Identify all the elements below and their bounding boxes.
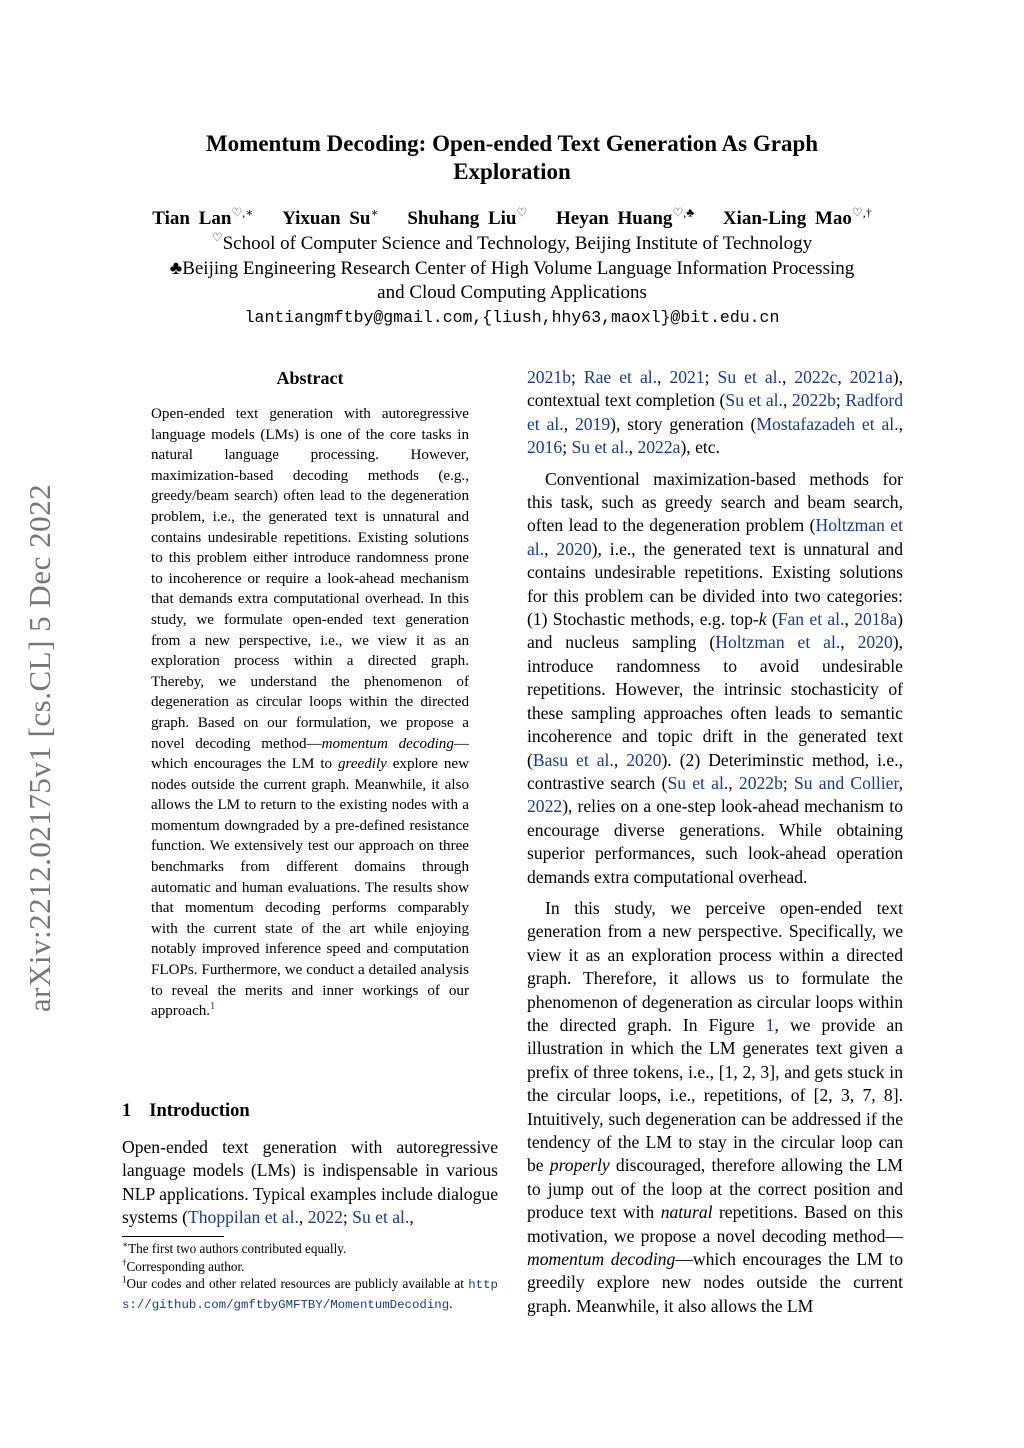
citation-link[interactable]: 2022b bbox=[738, 772, 783, 793]
citation-link[interactable]: 2020 bbox=[857, 632, 893, 653]
citation-link[interactable]: 2022 bbox=[307, 1207, 343, 1228]
citation-link[interactable]: Holtzman et al. bbox=[527, 515, 903, 559]
paragraph: Conventional maximization-based methods for this task, such as greedy search and beam search, often lead to the degeneration problem (Holtzman et al., 2020), i.e., the generated text is unnatural and contains undesirable repetitions. Existing solutions for this problem can be divided into two categories: (1) Stochastic methods, e.g. top-k (Fan et al., 2018a) and nucleus sampling (Holtzman et al., 2020), introduce randomness to avoid undesirable repetitions. However, the intrinsic stochasticity of these sampling approaches often leads to semantic incoherence and topic drift in the generated text (Basu et al., 2020). (2) Deteriminstic method, i.e., contrastive search (Su et al., 2022b; Su and Collier, 2022), relies on a one-step look-ahead mechanism to encourage diverse generations. While obtaining superior performances, such look-ahead operation demands extra computational overhead. bbox=[527, 468, 904, 887]
citation-link[interactable]: Su et al. bbox=[571, 437, 629, 458]
footnote-link[interactable]: 1 bbox=[210, 1001, 216, 1013]
citation-link[interactable]: 2020 bbox=[556, 538, 592, 559]
citation-link[interactable]: Thoppilan et al. bbox=[187, 1207, 299, 1228]
footnote: $^1$Our codes and other related resources are publicly available at https://github.com/gmftbyGMFTBY/MomentumDecoding. bbox=[122, 1274, 498, 1312]
author-email: lantiangmftby@gmail.com,{liush,hhy63,maoxl}@bit.edu.cn bbox=[244, 308, 780, 327]
citation-link[interactable]: 2021a bbox=[849, 367, 893, 387]
repository-url-link[interactable]: https://github.com/gmftbyGMFTBY/MomentumDecoding bbox=[122, 1278, 498, 1312]
footnote: ∗The first two authors contributed equally. bbox=[122, 1239, 347, 1256]
footnote-rule bbox=[122, 1236, 224, 1237]
citation-link[interactable]: Radford et al. bbox=[527, 390, 904, 434]
citation-link[interactable]: Rae et al. bbox=[583, 367, 658, 387]
author-name: Xian-Ling Mao♡,† bbox=[722, 205, 872, 229]
author-name: Shuhang Liu♡ bbox=[407, 205, 528, 229]
abstract-body: Open-ended text generation with autoregressive language models (LMs) is one of the core tasks in natural language processing. However, maximization-based decoding methods (e.g., greedy/beam search) often lead to the degeneration problem, i.e., the generated text is unnatural and contains undesirable repetitions. Existing solutions to this problem either introduce randomness prone to incoherence or require a look-ahead mechanism that demands extra computational overhead. In this study, we formulate open-ended text generation from a new perspective, i.e., we view it as an exploration process within a directed graph. Thereby, we understand the phenomenon of degeneration as circular loops within the directed graph. Based on our formulation, we propose a novel decoding method—momentum decoding—which encourages the LM to greedily explore new nodes outside the current graph. Meanwhile, it also allows the LM to return to the existing nodes with a momentum downgraded by a pre-defined resistance function. We extensively test our approach on three benchmarks from different domains through automatic and human evaluations. The results show that momentum decoding performs comparably with the current state of the art while enjoying notably improved inference speed and computation FLOPs. Furthermore, we conduct a detailed analysis to reveal the merits and inner workings of our approach.$^1$ bbox=[151, 406, 470, 1020]
citation-link[interactable]: Basu et al. bbox=[532, 749, 614, 770]
citation-link[interactable]: Su et al. bbox=[717, 367, 782, 387]
citation-link[interactable]: 2016 bbox=[527, 437, 563, 458]
citation-link[interactable]: 2021b bbox=[527, 367, 571, 387]
affiliation: and Cloud Computing Applications bbox=[377, 282, 647, 303]
abstract-heading: Abstract bbox=[276, 368, 344, 388]
citation-link[interactable]: 2019 bbox=[574, 413, 611, 434]
paragraph: 2021b; Rae et al., 2021; Su et al., 2022c, 2021a), contextual text completion (Su et al., 2022b; Radford et al., 2019), story generation (Mostafazadeh et al., 2016; Su et al., 2022a), etc. bbox=[527, 367, 904, 458]
affiliation: ♡School of Computer Science and Technology, Beijing Institute of Technology bbox=[211, 230, 813, 254]
author-list bbox=[110, 206, 914, 232]
footnote: †Corresponding author. bbox=[122, 1257, 245, 1274]
citation-link[interactable]: 2018a bbox=[854, 609, 898, 630]
citation-link[interactable]: 2022a bbox=[637, 437, 681, 458]
citation-link[interactable]: Su et al. bbox=[352, 1207, 410, 1228]
introduction-paragraph: Open-ended text generation with autoregressive language models (LMs) is indispensable in various NLP applications. Typical examples include dialogue systems (Thoppilan et al., 2022; Su et al., bbox=[122, 1137, 498, 1228]
arxiv-identifier: arXiv:2212.02175v1 [cs.CL] 5 Dec 2022 bbox=[22, 483, 57, 1013]
author-name: Tian Lan♡,∗ bbox=[152, 205, 254, 229]
footnotes bbox=[122, 1240, 498, 1314]
citation-link[interactable]: Su et al. bbox=[667, 772, 729, 793]
arxiv-sidebar bbox=[18, 456, 62, 1040]
citation-link[interactable]: Holtzman et al. bbox=[715, 632, 841, 653]
affiliation: ♣Beijing Engineering Research Center of High Volume Language Information Processing bbox=[169, 258, 855, 279]
paragraph: In this study, we perceive open-ended text generation from a new perspective. Specifically, we view it as an exploration process within a directed graph. Therefore, it allows us to formulate the phenomenon of degeneration as circular loops within the directed graph. In Figure 1, we provide an illustration in which the LM generates text given a prefix of three tokens, i.e., [1, 2, 3], and gets stuck in the circular loops, i.e., repetitions, of [2, 3, 7, 8]. Intuitively, such degeneration can be addressed if the tendency of the LM to stay in the circular loop can be properly discouraged, therefore allowing the LM to jump out of the loop at the correct position and produce text with natural repetitions. Based on this motivation, we propose a novel decoding method—momentum decoding—which encourages the LM to greedily explore new nodes outside the current graph. Meanwhile, it also allows the LM bbox=[527, 897, 903, 1316]
author-name: Yixuan Su∗ bbox=[282, 205, 379, 229]
citation-link[interactable]: 2022c bbox=[794, 367, 838, 387]
citation-link[interactable]: 2022b bbox=[791, 390, 836, 411]
author-name: Heyan Huang♡,♣ bbox=[555, 205, 695, 229]
citation-link[interactable]: 2020 bbox=[626, 749, 662, 770]
right-column bbox=[527, 366, 903, 1326]
citation-link[interactable]: Su and Collier bbox=[794, 772, 899, 793]
citation-link[interactable]: 2021 bbox=[669, 367, 705, 387]
citation-link[interactable]: Fan et al. bbox=[777, 609, 845, 630]
section-heading-introduction: 1 Introduction bbox=[122, 1101, 250, 1121]
paper-title: Momentum Decoding: Open-ended Text Generation As Graph Exploration bbox=[205, 131, 819, 184]
citation-link[interactable]: 2022 bbox=[527, 796, 563, 817]
citation-link[interactable]: Mostafazadeh et al. bbox=[756, 413, 899, 434]
citation-link[interactable]: Su et al. bbox=[725, 390, 783, 411]
figure-link[interactable]: 1 bbox=[765, 1014, 775, 1035]
